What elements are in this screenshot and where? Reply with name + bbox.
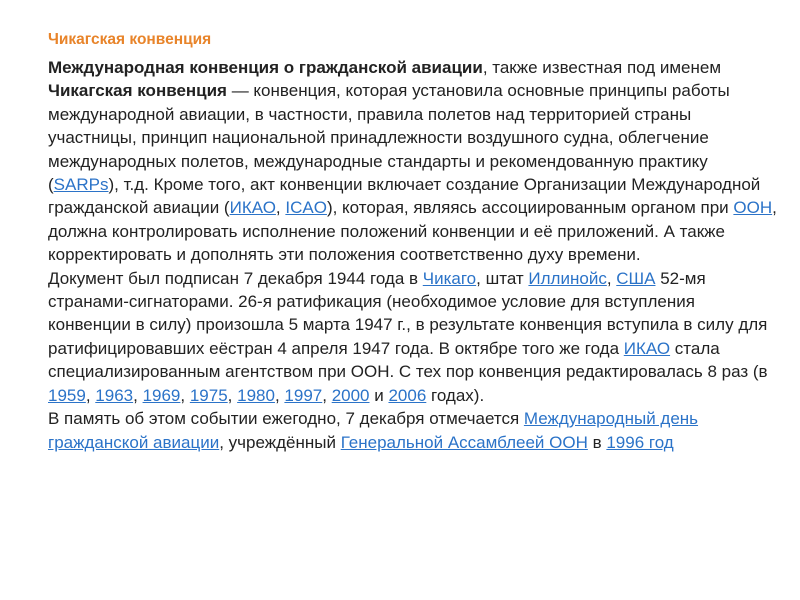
text-run: и: [369, 385, 389, 405]
link-sarps[interactable]: SARPs: [53, 175, 109, 195]
link-ikao[interactable]: ИКАО: [229, 198, 276, 218]
text-run: ,: [133, 385, 143, 405]
link-1997[interactable]: 1997: [284, 385, 323, 405]
text-run: 52-мя странами-сигнаторами. 26-я ратификация (необходимое условие для вступления конвенции в силу) произошла 5 марта 1947 г., в результате конвенция вступила в силу для ратифицировавших еёстран 4 апреля 1947 года. В октябре того же года: [48, 268, 768, 358]
text-run: ), которая, являясь ассоциированным органом при: [326, 198, 734, 218]
link-chicago[interactable]: Чикаго: [422, 268, 477, 288]
link-un-general-assembly[interactable]: Генеральной Ассамблеей ООН: [340, 432, 588, 452]
link-1969[interactable]: 1969: [142, 385, 181, 405]
link-icao[interactable]: ICAO: [285, 198, 327, 218]
text-run: , штат: [476, 268, 529, 288]
bold-term: Чикагская конвенция: [48, 81, 227, 101]
link-2006[interactable]: 2006: [388, 385, 427, 405]
text-run: ,: [274, 385, 285, 405]
text-run: , учреждённый: [219, 432, 341, 452]
text-run: В память об этом событии ежегодно, 7 декабря отмечается: [48, 409, 524, 429]
paragraph-1: [48, 56, 778, 267]
document-heading: Чикагская конвенция: [48, 31, 212, 48]
text-run: ,: [227, 385, 238, 405]
link-civil-aviation-day[interactable]: Международный день гражданской авиации: [48, 409, 699, 452]
paragraph-3: [48, 407, 778, 454]
link-1980[interactable]: 1980: [237, 385, 275, 405]
bold-term: Международная конвенция о гражданской авиации: [48, 58, 483, 77]
text-run: , также известная под именем: [482, 58, 722, 77]
link-1996[interactable]: 1996 год: [606, 432, 674, 452]
link-illinois[interactable]: Иллинойс: [528, 268, 607, 288]
link-usa[interactable]: США: [616, 268, 656, 288]
document-body: [48, 56, 777, 454]
text-run: ,: [180, 385, 190, 405]
text-run: годах).: [426, 385, 485, 405]
text-run: ), т.д. Кроме того, акт конвенции включает создание Организации Международной гражданской авиации (: [48, 175, 761, 218]
link-1959[interactable]: 1959: [48, 385, 86, 405]
text-run: ,: [606, 268, 617, 288]
text-run: ,: [85, 385, 96, 405]
text-run: в: [587, 432, 607, 452]
link-1963[interactable]: 1963: [95, 385, 134, 405]
text-run: — конвенция, которая установила основные принципы работы международной авиации, в частности, правила полетов над территорией страны участницы, принцип национальной принадлежности воздушного судна, облегчение международных полетов, международные стандарты и рекомендованную практику (: [48, 81, 730, 195]
text-run: ,: [322, 385, 332, 405]
text-run: Документ был подписан 7 декабря 1944 года в: [48, 268, 423, 288]
link-ikao-2[interactable]: ИКАО: [623, 338, 671, 358]
paragraph-2: [48, 267, 778, 407]
text-run: ,: [275, 198, 286, 218]
link-2000[interactable]: 2000: [331, 385, 370, 405]
link-1975[interactable]: 1975: [189, 385, 228, 405]
text-run: , должна контролировать исполнение положений конвенции и её приложений. А также корректировать и дополнять эти положения соответственно духу времени.: [48, 198, 777, 265]
text-run: стала специализированным агентством при ООН. С тех пор конвенция редактировалась 8 раз (в: [48, 338, 768, 382]
link-oon[interactable]: ООН: [733, 198, 773, 218]
